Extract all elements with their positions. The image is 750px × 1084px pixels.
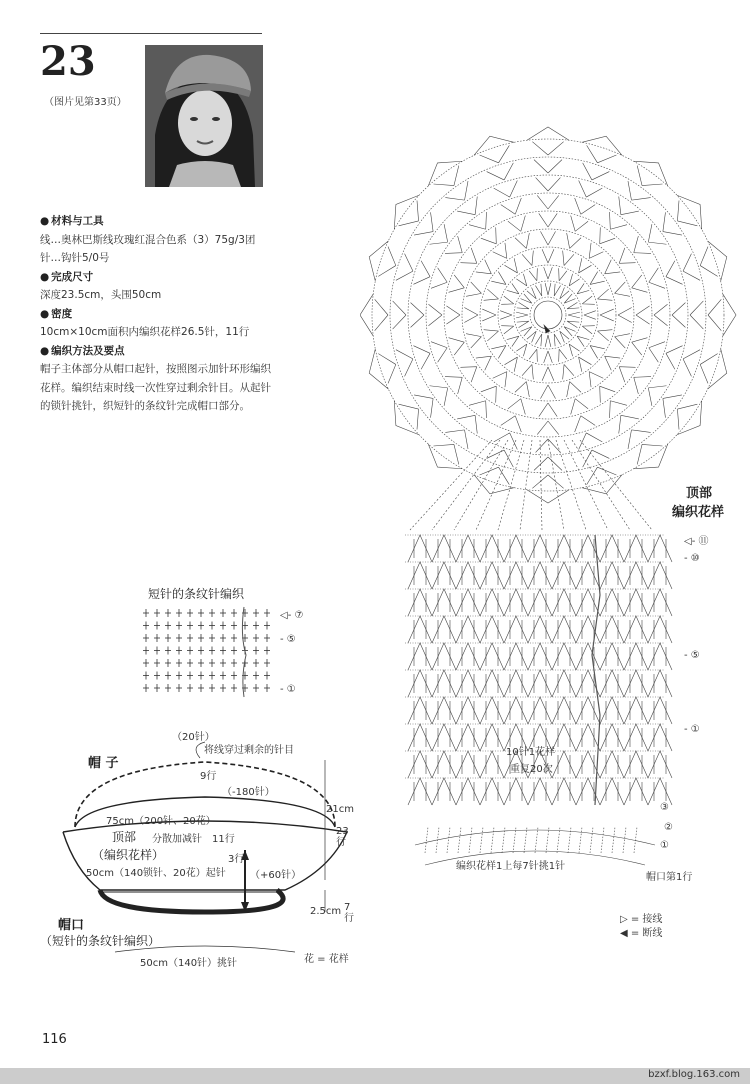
plus-60: （+60针）	[250, 870, 302, 881]
materials-info	[40, 212, 280, 416]
row-5-marker: - ⑤	[684, 650, 700, 661]
top-chart-subtitle: 编织花样	[672, 505, 725, 520]
row-10-marker: - ⑩	[684, 553, 700, 564]
base-row-3: ③	[660, 802, 669, 813]
rows-3: 3行	[228, 854, 245, 865]
rows-9: 9行	[200, 771, 217, 782]
top-pattern-label: （编织花样）	[92, 848, 165, 862]
band-row-1: - ①	[280, 684, 296, 695]
size-text: 深度23.5cm，头围50cm	[40, 289, 162, 301]
top-chart-title: 顶部	[686, 486, 713, 501]
gauge-heading: ● 密度	[40, 305, 280, 324]
top-note: 将线穿过剩余的针目	[204, 745, 294, 756]
method-heading: ● 编织方法及要点	[40, 342, 280, 361]
flower-note: 花 = 花样	[304, 954, 349, 965]
hat-label: 帽 子	[88, 756, 119, 771]
height-2-5: 2.5cm	[310, 906, 342, 917]
pickup-note: 编织花样1上每7针挑1针	[456, 861, 566, 872]
model-photo	[145, 45, 263, 187]
top-stitches: （20针）	[172, 732, 215, 743]
hook-text: 针…钩针5/0号	[40, 252, 110, 264]
brim-pickup: 50cm（140针）挑针	[140, 958, 238, 969]
brim-pattern-label: （短针的条纹针编织）	[40, 934, 161, 948]
rows-11: 11行	[212, 834, 235, 845]
rows-23: 23行	[336, 826, 349, 848]
yarn-text: 线…奥林巴斯线玫瑰红混合色系（3）75g/3团	[40, 233, 256, 246]
pattern-number: 23	[40, 38, 96, 85]
cast-on-note: 50cm（140锁针、20花）起针	[86, 868, 226, 879]
band-chart	[140, 605, 280, 700]
method-text: 帽子主体部分从帽口起针，按照图示加针环形编织花样。编织结束时线一次性穿过剩余针目。从起针的锁针挑针，织短针的条纹针完成帽口部分。	[40, 363, 271, 412]
brim-label: 帽口	[58, 918, 85, 933]
row-11-marker: ◁- ⑪	[684, 536, 709, 547]
minus-180: （-180针）	[222, 787, 275, 798]
page-number: 116	[42, 1032, 67, 1047]
pattern-chart	[400, 440, 680, 870]
rows-7: 7行	[344, 902, 354, 924]
top-part-label: 顶部	[112, 830, 137, 844]
row-1-marker: - ①	[684, 724, 700, 735]
legend-cut: ◀ = 断线	[620, 928, 663, 939]
band-chart-title: 短针的条纹针编织	[148, 587, 245, 601]
header-rule	[40, 33, 262, 34]
circumference-75: 75cm（200针、20花）	[106, 816, 216, 827]
gauge-text: 10cm×10cm面积内编织花样26.5针，11行	[40, 326, 250, 338]
band-row-7: ◁- ⑦	[280, 610, 304, 621]
height-21: 21cm	[326, 804, 354, 815]
watermark: bzxf.blog.163.com	[648, 1069, 740, 1080]
base-row-2: ②	[664, 822, 673, 833]
repeat-times: 重复20次	[510, 764, 553, 775]
footer-bar	[0, 1068, 750, 1084]
materials-heading: ● 材料与工具	[40, 212, 280, 231]
photo-reference: （图片见第33页）	[44, 97, 127, 108]
size-heading: ● 完成尺寸	[40, 268, 280, 287]
increase-note: 分散加减针	[152, 834, 202, 845]
band-row-5: - ⑤	[280, 634, 296, 645]
repeat-label: 10针1花样	[506, 747, 556, 758]
cast-on-row-label: 帽口第1行	[646, 872, 693, 883]
legend-join: ▷ = 接线	[620, 914, 663, 925]
base-row-1: ①	[660, 840, 669, 851]
